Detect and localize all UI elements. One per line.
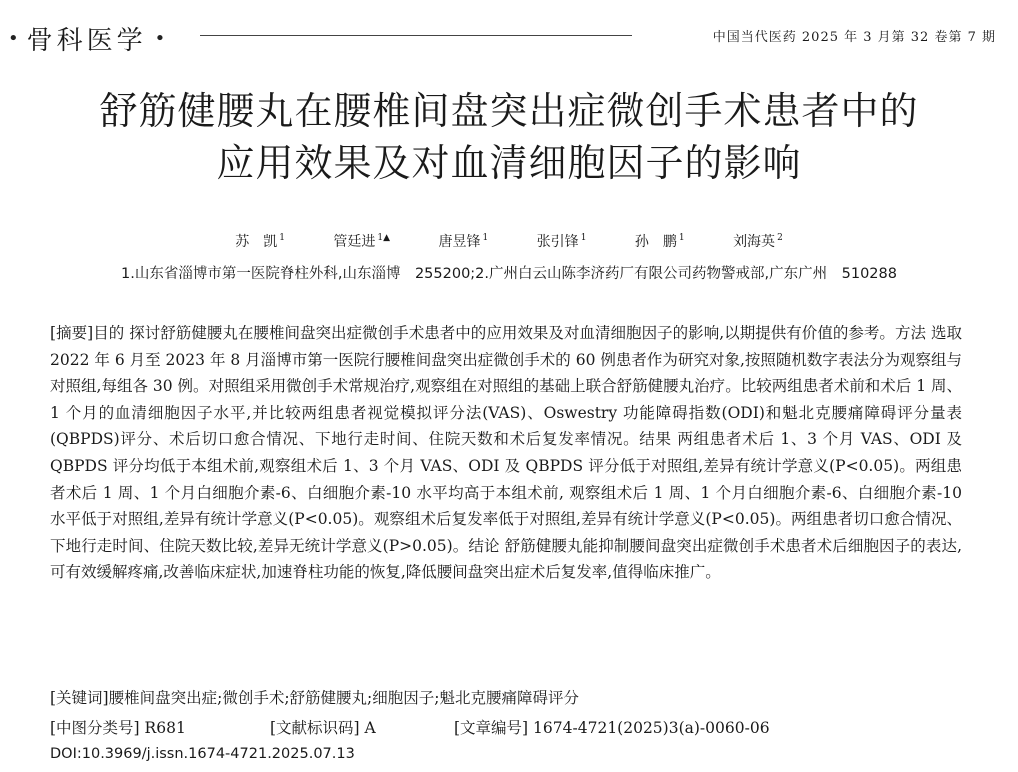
author-affil: 2 [777,233,783,244]
clc-label: [中图分类号] [50,719,140,737]
doc-code-value: A [364,719,376,737]
author-affil: 1 [580,233,587,244]
keywords-label: [关键词] [50,689,109,707]
author-name: 管廷进 [333,234,376,250]
article-title [0,85,1018,189]
page-header [0,18,1018,56]
title-line-2: 应用效果及对血清细胞因子的影响 [216,141,802,185]
author-name: 苏 凯 [235,234,278,250]
header-rule [200,35,632,36]
section-label [8,20,165,57]
author [333,231,390,251]
author [733,231,783,251]
author-affil: 1 [678,233,685,244]
author-name: 唐昱锋 [438,234,481,250]
author [537,231,587,251]
abstract-text: 目的 探讨舒筋健腰丸在腰椎间盘突出症微创手术患者中的应用效果及对血清细胞因子的影响,以期提供有价值的参考。方法 选取 2022 年 6 月至 2023 年 8 月淄博市第一医院行腰椎间盘突出症微创手术的 60 例患者作为研究对象,按照随机数字表法分为观察组与对照组,每组各 30 例。对照组采用微创手术常规治疗,观察组在对照组的基础上联合舒筋健腰丸治疗。比较两组患者术前和术后 1 周、1 个月的血清细胞因子水平,并比较两组患者视觉模拟评分法(VAS)、Oswestry 功能障碍指数(ODI)和魁北克腰痛障碍评分量表(QBPDS)评分、术后切口愈合情况、下地行走时间、住院天数和术后复发率情况。结果 两组患者术后 1、3 个月 VAS、ODI 及 QBPDS 评分均低于本组术前,观察组术后 1、3 个月 VAS、ODI 及 QBPDS 评分低于对照组,差异有统计学意义(P<0.05)。两组患者术后 1 周、1 个月白细胞介素-6、白细胞介素-10 水平均高于本组术前, 观察组术后 1 周、1 个月白细胞介素-6、白细胞介素-10 水平低于对照组,差异有统计学意义(P<0.05)。观察组术后复发率低于对照组,差异有统计学意义(P<0.05)。两组患者切口愈合情况、下地行走时间、住院天数比较,差异无统计学意义(P>0.05)。结论 舒筋健腰丸能抑制腰间盘突出症微创手术患者术后细胞因子的表达,可有效缓解疼痛,改善临床症状,加速脊柱功能的恢复,降低腰间盘突出症术后复发率,值得临床推广。 [50,324,962,582]
article-no-value: 1674-4721(2025)3(a)-0060-06 [533,719,770,737]
doc-code-label: [文献标识码] [270,719,360,737]
author-name: 刘海英 [733,234,776,250]
abstract-label: [摘要] [50,324,94,342]
journal-info: 中国当代医药 2025 年 3 月第 32 卷第 7 期 [712,30,996,45]
author-list [0,231,1018,251]
author-affil: 1▲ [377,233,391,244]
article-no-label: [文章编号] [454,719,529,737]
section-name: 骨科医学 [26,26,147,56]
article-number [454,716,770,738]
author-affil: 1 [279,233,285,244]
author [635,231,685,251]
clc-value: R681 [144,719,186,737]
keywords [50,686,579,708]
author-name: 张引锋 [536,234,579,250]
affiliations: 1.山东省淄博市第一医院脊柱外科,山东淄博 255200;2.广州白云山陈李济药厂有限公司药物警戒部,广东广州 510288 [121,266,897,282]
abstract [50,320,962,586]
bullet-left: • [8,28,19,49]
keywords-text: 腰椎间盘突出症;微创手术;舒筋健腰丸;细胞因子;魁北克腰痛障碍评分 [108,689,580,707]
title-line-1: 舒筋健腰丸在腰椎间盘突出症微创手术患者中的 [99,89,919,133]
author-affil: 1 [482,233,489,244]
bullet-right: • [154,28,166,49]
document-code [270,716,376,738]
author [439,231,489,251]
author [235,231,285,251]
author-name: 孙 鹏 [634,234,677,250]
doi[interactable]: DOI:10.3969/j.issn.1674-4721.2025.07.13 [50,746,355,762]
clc-number [50,716,186,738]
